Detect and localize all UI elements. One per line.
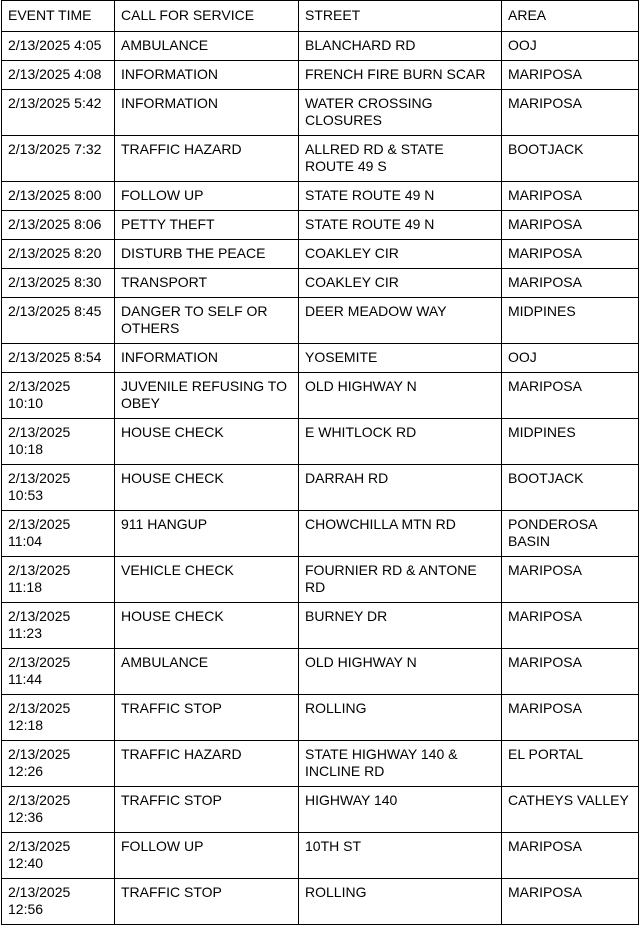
street-cell: OLD HIGHWAY N — [299, 649, 502, 695]
call-for-service-cell: HOUSE CHECK — [115, 603, 299, 649]
header-call-for-service: CALL FOR SERVICE — [115, 1, 299, 32]
street-cell: ROLLING — [299, 695, 502, 741]
table-row — [2, 182, 639, 211]
call-for-service-cell: INFORMATION — [115, 90, 299, 136]
call-for-service-cell: INFORMATION — [115, 344, 299, 373]
event-time-cell: 2/13/2025 12:18 — [2, 695, 115, 741]
event-time-cell: 2/13/2025 7:32 — [2, 136, 115, 182]
event-time-cell: 2/13/2025 8:06 — [2, 211, 115, 240]
event-time-cell: 2/13/2025 10:53 — [2, 465, 115, 511]
area-cell: PONDEROSA BASIN — [502, 511, 639, 557]
event-time-cell: 2/13/2025 11:18 — [2, 557, 115, 603]
table-row — [2, 136, 639, 182]
area-cell: MARIPOSA — [502, 61, 639, 90]
area-cell: CATHEYS VALLEY — [502, 787, 639, 833]
call-for-service-cell: JUVENILE REFUSING TO OBEY — [115, 373, 299, 419]
call-for-service-cell: HOUSE CHECK — [115, 419, 299, 465]
table-row — [2, 211, 639, 240]
area-cell: EL PORTAL — [502, 741, 639, 787]
street-cell: FOURNIER RD & ANTONE RD — [299, 557, 502, 603]
event-time-cell: 2/13/2025 4:05 — [2, 32, 115, 61]
call-for-service-cell: DISTURB THE PEACE — [115, 240, 299, 269]
table-row — [2, 419, 639, 465]
street-cell: COAKLEY CIR — [299, 269, 502, 298]
area-cell: MARIPOSA — [502, 695, 639, 741]
street-cell: HIGHWAY 140 — [299, 787, 502, 833]
table-row — [2, 344, 639, 373]
area-cell: MARIPOSA — [502, 182, 639, 211]
street-cell: FRENCH FIRE BURN SCAR — [299, 61, 502, 90]
area-cell: MARIPOSA — [502, 211, 639, 240]
call-for-service-cell: FOLLOW UP — [115, 833, 299, 879]
call-for-service-cell: HOUSE CHECK — [115, 465, 299, 511]
table-row — [2, 557, 639, 603]
area-cell: OOJ — [502, 344, 639, 373]
area-cell: MARIPOSA — [502, 269, 639, 298]
event-time-cell: 2/13/2025 12:26 — [2, 741, 115, 787]
event-time-cell: 2/13/2025 12:40 — [2, 833, 115, 879]
area-cell: BOOTJACK — [502, 136, 639, 182]
event-time-cell: 2/13/2025 12:36 — [2, 787, 115, 833]
area-cell: MIDPINES — [502, 419, 639, 465]
table-row — [2, 787, 639, 833]
table-row — [2, 32, 639, 61]
header-row — [2, 1, 639, 32]
table-row — [2, 741, 639, 787]
call-for-service-cell: TRAFFIC STOP — [115, 879, 299, 925]
call-for-service-cell: VEHICLE CHECK — [115, 557, 299, 603]
street-cell: STATE ROUTE 49 N — [299, 211, 502, 240]
event-time-cell: 2/13/2025 8:30 — [2, 269, 115, 298]
street-cell: ROLLING — [299, 879, 502, 925]
header-area: AREA — [502, 1, 639, 32]
table-row — [2, 240, 639, 269]
call-for-service-cell: AMBULANCE — [115, 649, 299, 695]
call-for-service-cell: TRAFFIC HAZARD — [115, 741, 299, 787]
street-cell: BURNEY DR — [299, 603, 502, 649]
call-for-service-cell: TRAFFIC STOP — [115, 695, 299, 741]
call-for-service-cell: FOLLOW UP — [115, 182, 299, 211]
table-body — [2, 32, 639, 925]
area-cell: MARIPOSA — [502, 649, 639, 695]
street-cell: OLD HIGHWAY N — [299, 373, 502, 419]
event-time-cell: 2/13/2025 5:42 — [2, 90, 115, 136]
area-cell: MARIPOSA — [502, 833, 639, 879]
event-time-cell: 2/13/2025 8:54 — [2, 344, 115, 373]
table-row — [2, 833, 639, 879]
area-cell: OOJ — [502, 32, 639, 61]
event-time-cell: 2/13/2025 10:10 — [2, 373, 115, 419]
table-row — [2, 511, 639, 557]
area-cell: BOOTJACK — [502, 465, 639, 511]
header-event-time: EVENT TIME — [2, 1, 115, 32]
street-cell: STATE HIGHWAY 140 & INCLINE RD — [299, 741, 502, 787]
call-log-table — [1, 0, 639, 925]
call-for-service-cell: TRAFFIC HAZARD — [115, 136, 299, 182]
event-time-cell: 2/13/2025 8:00 — [2, 182, 115, 211]
area-cell: MARIPOSA — [502, 90, 639, 136]
event-time-cell: 2/13/2025 4:08 — [2, 61, 115, 90]
table-row — [2, 603, 639, 649]
street-cell: DEER MEADOW WAY — [299, 298, 502, 344]
header-street: STREET — [299, 1, 502, 32]
call-for-service-cell: 911 HANGUP — [115, 511, 299, 557]
table-row — [2, 465, 639, 511]
table-row — [2, 61, 639, 90]
area-cell: MARIPOSA — [502, 879, 639, 925]
street-cell: 10TH ST — [299, 833, 502, 879]
street-cell: COAKLEY CIR — [299, 240, 502, 269]
table-row — [2, 269, 639, 298]
table-row — [2, 879, 639, 925]
event-time-cell: 2/13/2025 10:18 — [2, 419, 115, 465]
street-cell: BLANCHARD RD — [299, 32, 502, 61]
call-for-service-cell: AMBULANCE — [115, 32, 299, 61]
table-row — [2, 695, 639, 741]
event-time-cell: 2/13/2025 8:45 — [2, 298, 115, 344]
event-time-cell: 2/13/2025 11:04 — [2, 511, 115, 557]
table-row — [2, 649, 639, 695]
area-cell: MARIPOSA — [502, 373, 639, 419]
area-cell: MARIPOSA — [502, 603, 639, 649]
area-cell: MARIPOSA — [502, 240, 639, 269]
event-time-cell: 2/13/2025 11:23 — [2, 603, 115, 649]
call-for-service-cell: DANGER TO SELF OR OTHERS — [115, 298, 299, 344]
call-for-service-cell: INFORMATION — [115, 61, 299, 90]
area-cell: MIDPINES — [502, 298, 639, 344]
street-cell: ALLRED RD & STATE ROUTE 49 S — [299, 136, 502, 182]
event-time-cell: 2/13/2025 11:44 — [2, 649, 115, 695]
call-for-service-cell: PETTY THEFT — [115, 211, 299, 240]
street-cell: E WHITLOCK RD — [299, 419, 502, 465]
table-row — [2, 373, 639, 419]
street-cell: YOSEMITE — [299, 344, 502, 373]
area-cell: MARIPOSA — [502, 557, 639, 603]
event-time-cell: 2/13/2025 12:56 — [2, 879, 115, 925]
event-time-cell: 2/13/2025 8:20 — [2, 240, 115, 269]
street-cell: WATER CROSSING CLOSURES — [299, 90, 502, 136]
call-for-service-cell: TRANSPORT — [115, 269, 299, 298]
street-cell: CHOWCHILLA MTN RD — [299, 511, 502, 557]
street-cell: DARRAH RD — [299, 465, 502, 511]
street-cell: STATE ROUTE 49 N — [299, 182, 502, 211]
call-for-service-cell: TRAFFIC STOP — [115, 787, 299, 833]
table-row — [2, 298, 639, 344]
table-row — [2, 90, 639, 136]
